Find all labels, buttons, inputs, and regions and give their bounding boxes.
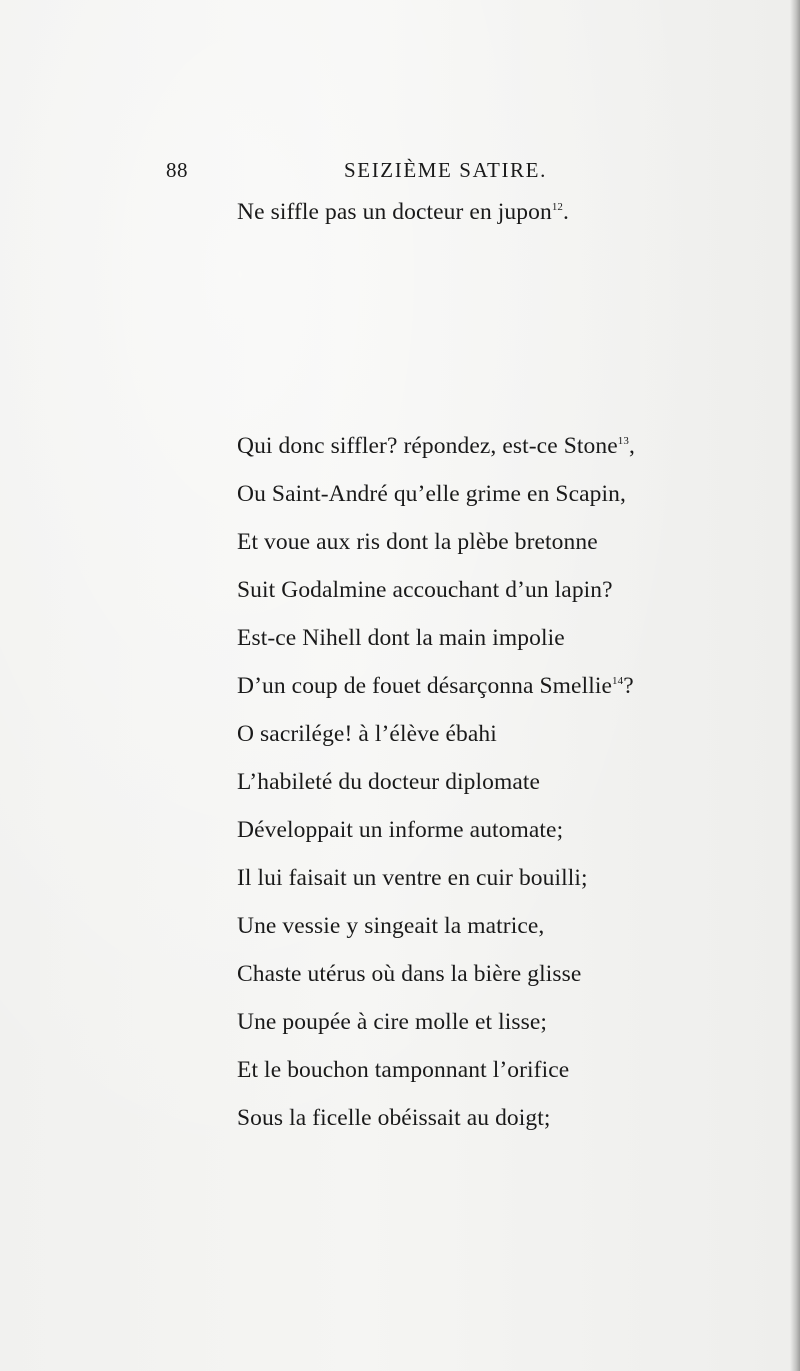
verse-line: [237, 911, 544, 941]
verse-text: Et voue aux ris dont la plèbe bretonne: [237, 529, 598, 555]
verse-line: [237, 959, 581, 989]
verse-line: [237, 431, 635, 461]
verse-line: [237, 479, 626, 509]
verse-text: Chaste utérus où dans la bière glisse: [237, 961, 582, 987]
verse-line: [237, 1007, 547, 1037]
footnote-marker: 14: [612, 675, 624, 688]
verse-text: Une poupée à cire molle et lisse;: [237, 1009, 547, 1035]
verse-line: [237, 623, 565, 653]
page-edge-shadow: [790, 0, 800, 1371]
verse-text: Il lui faisait un ventre en cuir bouilli;: [237, 865, 588, 891]
verse-text: Est-ce Nihell dont la main impolie: [237, 625, 565, 651]
verse-text: Suit Godalmine accouchant d’un lapin?: [237, 577, 613, 603]
verse-text: Ne siffle pas un docteur en jupon: [237, 199, 552, 225]
verse-line: [237, 197, 569, 227]
footnote-marker: 12: [551, 201, 564, 214]
verse-text: O sacrilége! à l’élève ébahi: [237, 721, 497, 747]
verse-text: Développait un informe automate;: [237, 817, 564, 843]
verse-punctuation: ,: [628, 433, 635, 459]
verse-text: Sous la ficelle obéissait au doigt;: [237, 1105, 551, 1131]
verse-text: Ou Saint-André qu’elle grime en Scapin,: [237, 481, 626, 507]
verse-line: [237, 1055, 569, 1085]
verse-punctuation: ?: [623, 673, 634, 699]
verse-text: D’un coup de fouet désarçonna Smellie: [237, 673, 613, 699]
verse-text: Une vessie y singeait la matrice,: [237, 913, 545, 939]
verse-text: Et le bouchon tamponnant l’orifice: [237, 1057, 570, 1083]
verse-line: [237, 719, 497, 749]
verse-punctuation: .: [563, 199, 569, 225]
verse-line: [237, 671, 634, 701]
verse-line: [237, 527, 598, 557]
verse-line: [237, 767, 540, 797]
verse-line: [237, 575, 613, 605]
verse-text: Qui donc siffler? répondez, est-ce Stone: [237, 433, 618, 459]
verse-line: [237, 863, 588, 893]
footnote-marker: 13: [617, 435, 629, 448]
verse-line: [237, 1103, 551, 1133]
verse-text: L’habileté du docteur diplomate: [237, 769, 541, 795]
running-title: SEIZIÈME SATIRE.: [344, 158, 547, 182]
page-header: [166, 158, 766, 190]
page-number: 88: [166, 158, 188, 182]
verse-line: [237, 815, 563, 845]
